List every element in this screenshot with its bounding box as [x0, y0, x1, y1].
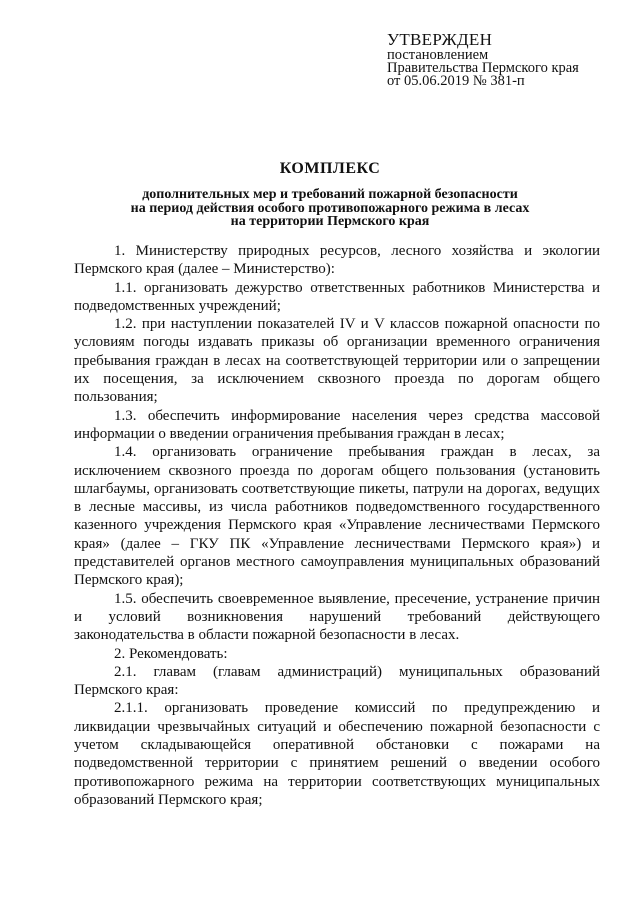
- paragraph-1-4: 1.4. организовать ограничение пребывания граждан в лесах, за исключением сквозного проезда по дорогам общего пользования (установить шлагбаумы, организовать соответствующие пикеты, патрули на дорогах, ведущих в лесные массивы, из числа работников подведомственного государственного казенного учреждения Пермского края «Управление лесничествами Пермского края» (далее – ГКУ ПК «Управление лесничествами Пермского края») и представителей органов местного самоуправления муниципальных образований Пермского края);: [74, 444, 600, 589]
- approval-line-1: постановлением: [387, 47, 489, 63]
- paragraph-2-1-1: 2.1.1. организовать проведение комиссий по предупреждению и ликвидации чрезвычайных ситуаций и обеспечению пожарной безопасности с учетом складывающейся оперативной обстановки с пожарами на подведомственной территории с принятием решений о введении особого противопожарного режима на территории соответствующих муниципальных образований Пермского края;: [74, 700, 600, 808]
- document-title: КОМПЛЕКС: [279, 160, 381, 177]
- paragraph-2: 2. Рекомендовать:: [114, 645, 228, 662]
- paragraph-1-5: 1.5. обеспечить своевременное выявление, пресечение, устранение причин и условий возникновения нарушений требований действующего законодательства в области пожарной безопасности в лесах.: [74, 590, 600, 644]
- approval-line-3: от 05.06.2019 № 381-п: [387, 73, 525, 89]
- subtitle-line-3: на территории Пермского края: [230, 214, 430, 229]
- approval-heading: УТВЕРЖДЕН: [387, 30, 493, 49]
- paragraph-1-3: 1.3. обеспечить информирование населения через средства массовой информации о введении ограничения пребывания граждан в лесах;: [74, 407, 600, 442]
- subtitle-line-1: дополнительных мер и требований пожарной безопасности: [142, 187, 518, 202]
- approval-line-2: Правительства Пермского края: [387, 60, 579, 76]
- paragraph-1-1: 1.1. организовать дежурство ответственных работников Министерства и подведомственных учреждений;: [74, 279, 600, 314]
- paragraph-1: 1. Министерству природных ресурсов, лесного хозяйства и экологии Пермского края (далее – Министерство):: [74, 243, 600, 278]
- approval-stamp: [387, 30, 627, 88]
- paragraph-1-2: 1.2. при наступлении показателей IV и V классов пожарной опасности по условиям погоды издавать приказы об организации временного ограничения пребывания граждан в лесах на соответствующей территории или о запрещении их посещения, за исключением сквозного проезда по дорогам общего пользования;: [74, 316, 600, 406]
- document-subtitle: [60, 188, 600, 229]
- subtitle-line-2: на период действия особого противопожарного режима в лесах: [130, 200, 530, 216]
- paragraph-2-1: 2.1. главам (главам администраций) муниципальных образований Пермского края:: [74, 663, 600, 699]
- document-title-block: [60, 160, 600, 229]
- document-body: [74, 242, 600, 809]
